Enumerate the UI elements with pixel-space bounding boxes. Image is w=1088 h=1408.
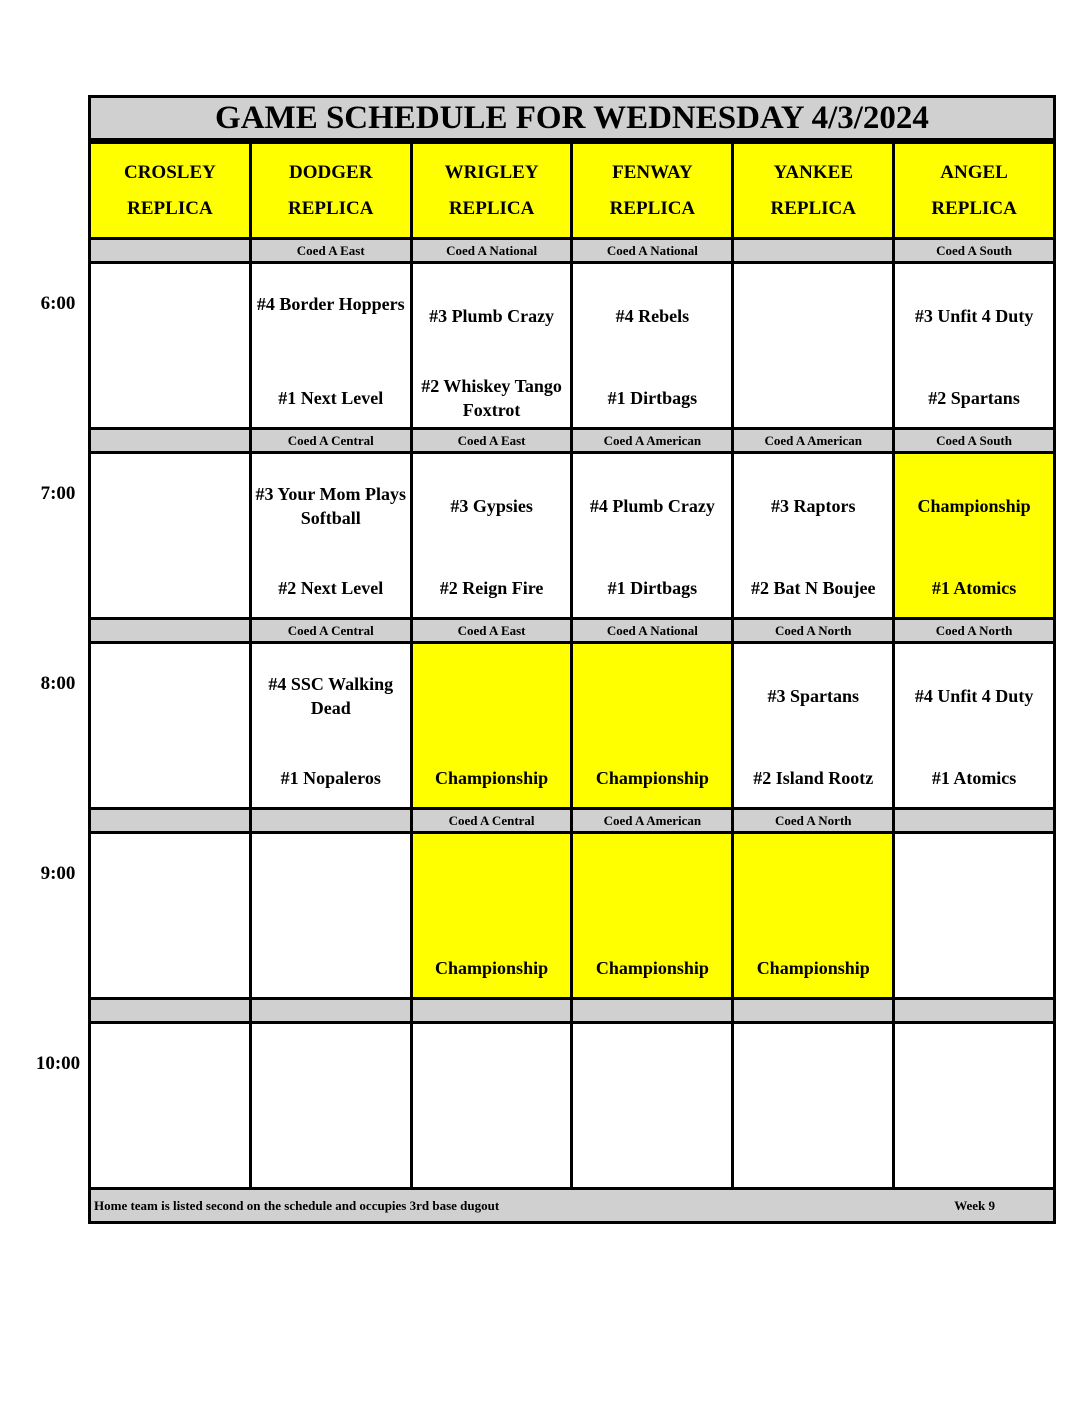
division-label [90,809,251,833]
division-label: Coed A American [572,809,733,833]
home-team: #2 Whiskey Tango Foxtrot [421,376,562,420]
field-header-fenway [572,143,733,239]
division-label: Coed A American [572,429,733,453]
away-team: #4 Plumb Crazy [589,496,715,516]
game-row [90,833,1055,999]
footer-note: Home team is listed second on the schedule and occupies 3rd base dugout [94,1197,500,1213]
field-subtitle: REPLICA [770,197,856,219]
field-name: FENWAY [612,161,693,183]
home-team: #2 Reign Fire [439,578,544,598]
division-label [90,999,251,1023]
division-label [894,999,1055,1023]
game-cell [572,263,733,429]
game-cell [894,833,1055,999]
away-team: #3 Gypsies [450,496,533,516]
game-cell [250,643,411,809]
field-header-dodger [250,143,411,239]
away-team: Championship [917,496,1031,516]
game-cell [411,263,572,429]
game-cell [894,453,1055,619]
home-team: #2 Next Level [278,578,384,598]
division-label: Coed A National [572,619,733,643]
division-row [90,239,1055,263]
field-header-angel [894,143,1055,239]
division-label: Coed A North [733,619,894,643]
field-name: DODGER [289,161,373,183]
game-cell [90,833,251,999]
game-cell [894,1023,1055,1189]
field-subtitle: REPLICA [448,197,535,219]
home-team: Championship [756,958,870,978]
division-label [894,809,1055,833]
division-label [250,809,411,833]
division-label: Coed A East [411,619,572,643]
home-team: Championship [595,768,709,788]
field-header-yankee [733,143,894,239]
division-row [90,619,1055,643]
field-subtitle: REPLICA [287,197,374,219]
field-name: CROSLEY [123,161,216,183]
division-label: Coed A Central [411,809,572,833]
division-label: Coed A North [894,619,1055,643]
division-label: Coed A Central [250,429,411,453]
home-team: #1 Dirtbags [607,388,698,408]
time-label: 9:00 [40,862,76,884]
division-label [90,239,251,263]
division-label [90,429,251,453]
game-cell [250,1023,411,1189]
game-row [90,263,1055,429]
home-team: Championship [435,958,549,978]
away-team: #3 Unfit 4 Duty [914,306,1034,326]
field-subtitle: REPLICA [931,197,1017,219]
division-label: Coed A Central [250,619,411,643]
game-cell [894,263,1055,429]
game-cell [411,1023,572,1189]
away-team: #3 Raptors [770,496,856,516]
field-name: WRIGLEY [444,161,539,183]
game-cell [250,453,411,619]
division-label: Coed A South [894,429,1055,453]
field-header-row [90,143,1055,239]
game-row [90,643,1055,809]
game-cell [250,833,411,999]
division-label [572,999,733,1023]
away-team: #4 Border Hoppers [256,294,405,314]
game-cell [733,453,894,619]
division-label [733,999,894,1023]
division-row [90,809,1055,833]
home-team: Championship [435,768,549,788]
away-team: #3 Plumb Crazy [429,306,555,326]
week-label: Week 9 [954,1197,995,1213]
home-team: #2 Spartans [928,388,1020,408]
home-team: #1 Next Level [278,388,384,408]
field-subtitle: REPLICA [127,197,213,219]
division-row [90,429,1055,453]
field-header-wrigley [411,143,572,239]
game-row [90,1023,1055,1189]
division-label: Coed A North [733,809,894,833]
game-row [90,453,1055,619]
away-team: #3 Your Mom Plays Softball [255,484,406,528]
game-cell [90,1023,251,1189]
home-team: Championship [595,958,709,978]
game-cell [250,263,411,429]
game-cell [733,263,894,429]
away-team: #4 SSC Walking Dead [268,674,394,718]
game-cell [411,833,572,999]
time-label: 7:00 [40,482,76,504]
time-label: 10:00 [35,1052,81,1074]
division-label [411,999,572,1023]
game-cell [90,453,251,619]
game-cell [733,1023,894,1189]
division-label: Coed A National [411,239,572,263]
game-cell [411,643,572,809]
field-subtitle: REPLICA [609,197,696,219]
time-label: 6:00 [40,292,76,314]
field-name: ANGEL [940,161,1008,183]
division-label: Coed A South [894,239,1055,263]
away-team: #4 Unfit 4 Duty [914,686,1034,706]
schedule-table [88,141,1056,1224]
away-team: #3 Spartans [767,686,859,706]
game-cell [411,453,572,619]
footer-cell [90,1189,1055,1223]
game-cell [894,643,1055,809]
home-team: #1 Nopaleros [280,768,381,788]
game-cell [733,643,894,809]
game-cell [572,833,733,999]
game-cell [572,643,733,809]
division-label: Coed A East [250,239,411,263]
field-name: YANKEE [773,161,853,183]
division-label: Coed A American [733,429,894,453]
division-label [90,619,251,643]
game-cell [572,1023,733,1189]
home-team: #2 Island Rootz [753,768,874,788]
away-team: #4 Rebels [615,306,690,326]
home-team: #2 Bat N Boujee [750,578,876,598]
division-label [733,239,894,263]
home-team: #1 Dirtbags [607,578,698,598]
schedule-sheet [88,95,1056,1224]
game-cell [90,263,251,429]
field-header-crosley [90,143,251,239]
division-label [250,999,411,1023]
game-cell [572,453,733,619]
division-label: Coed A East [411,429,572,453]
time-label: 8:00 [40,672,76,694]
page-title: GAME SCHEDULE FOR WEDNESDAY 4/3/2024 [88,95,1056,141]
home-team: #1 Atomics [931,768,1017,788]
home-team: #1 Atomics [931,578,1017,598]
division-label: Coed A National [572,239,733,263]
game-cell [90,643,251,809]
footer-row [90,1189,1055,1223]
game-cell [733,833,894,999]
division-row [90,999,1055,1023]
